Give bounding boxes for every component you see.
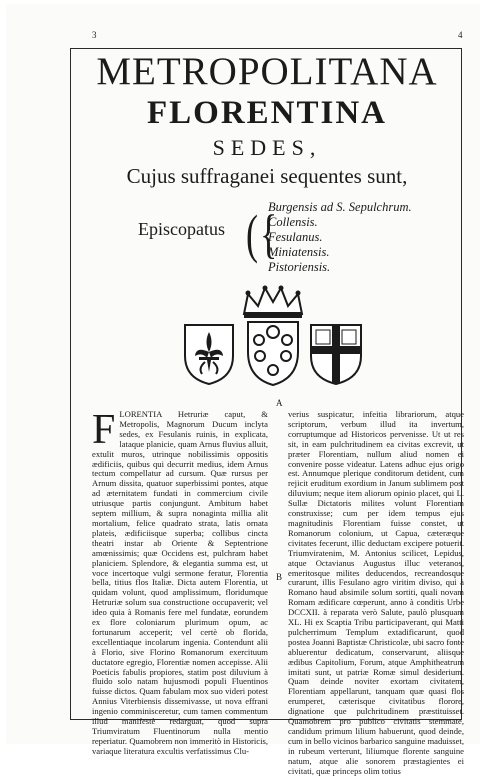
cross-shield-icon — [308, 322, 364, 386]
left-brace: ( — [246, 204, 258, 264]
text-column-left — [92, 407, 268, 756]
margin-letter-b: B — [276, 572, 283, 582]
see-item: Collensis. — [268, 215, 318, 229]
title-line-2: FLORENTINA — [146, 95, 388, 131]
medici-crowned-shield-icon — [238, 284, 308, 388]
see-item: Fesulanus. — [268, 230, 323, 244]
see-item: Pistoriensis. — [268, 260, 331, 274]
subtitle: Cujus suffraganei sequentes sunt, — [126, 164, 408, 188]
book-page — [6, 4, 480, 776]
column-right-text: verius suspicatur, infeitia librariorum, atque scriptorum, verbum illud ita invertum, corruptumque ad Historicos pervenisse. Ut ut res sit, in eam pulchritudinem ea civitas excrevit, ut præter Florentiam, nullum aliud nomen ei convenire posse videatur. Latens adhuc ejus origo est. Annumque plerique conditorum detident, cum rejicit eruditum exordium in Janum sublimem post diluvium; neque item aliorum opinio placet, qui L. Sullæ Dictatoris milites volunt Florentiam construxisse; cum per idem tempus ejus magnitudinis Florentiam fuisse constet, ut Romanorum colonium, ut Capua, cæteræque civitates fecerunt, illic deductam excipere potuerit. Triumviratenim, M. Antonius scilicet, Lepidus, atque Octavianus Augustus illuc veteranos, emeritosque milites deducendos, recreandosque curarunt, illis Fesulano agro viritim diviso, qui à Romano haud absimile solum sortiti, quali novam Romam ædificare cœperunt, anno à conditis Urbe DCCXII. à reparata verò Salute, paulò plusquam XL. Hi ex Scaptia Tribu participaverant, qui Matti pulcherrimum Templum extadificarunt, quod postea Joanni Baptistæ Christicolæ, ubi sacro fonte abluerentur dedicatum, conservarunt, aliisque ædibus Capitolium, Forum, atque Amphitheatrum imitati sunt, ut patriæ Romæ simul desiderium. Quam deinde noviter exortam civitatem, Florentiam appellarunt, tanquam quæ quasi flos erumperet, cæterisque civitatibus florore, dignatione que pulchritudinem præstituisset. Quamobrem pro publico civitatis stemmate, candidum primum lilium habuerunt, quod deinde, cum in bello vicinos barbarico sanguine maduisset, in rubeum verterunt, liliumque florente sanguine natum, atque alie sonorem præstagientes ei civitati, quæ princeps olim totius — [288, 409, 464, 776]
suffragan-sees-list — [268, 200, 412, 275]
episcopatus-label: Episcopatus — [138, 219, 225, 239]
title-line-3: SEDES, — [212, 135, 322, 160]
column-left-text: LORENTIA Hetruriæ caput, & Metropolis, Magnorum Ducum inclyta sedes, ex Fesulanis ruinis, in explicata, lataque planicie, quam Arnus fluvius alluit, extulit muros, utrinque nobilissimis oppositis ædificiis, quibus qui decurrit medius, idem Arnus tectum compellatur ad cursum. Quæ rursus per Arnum dissita, quatuor superbissimi pontes, atque ad æternitatem fundati in commercium civile utriusque partis conjungunt. Ambitum habet septem millium, & supra nonaginta millia alit mortalium, felice quadrato strata, latis ornata plateis, ædificiisque superba; collibus cincta theatri instar ab Oriente & Septentrione amœnissimis; quæ Occidens est, pulchram habet planiciem. Splendore, & elegantia summa est, ut voce incertoque vulgi sermone feratur, Florentia bella, titius flos Italiæ. Dicta autem Florentia, ut quidam volunt, quod amplissimum, floridumque Hetruriæ solum sua constructione occupaverit; vel ideo quia à Romanis fere mel fundatæ, eorundem ex flore coloniarum plurimum opum, ac fortunarum acceperit; vel certè ob florida, excellentiaque incolarum ingenia. Contendunt alii à Florio, sive Florino Romanorum exercituum ductatore egregio, Florentiæ nomen accepisse. Alii Poeticis fabulis propiores, statim post diluvium à fluido solo natam hujusmodi populi Fluentinos fuisse dictos. Quam fabulam mox suo videri potest Annius Viterbiensis dissemivasse, ut nova effrani ingenio comminisceretur, cum tamen commentum illud manifestè redarguat, quod supra Triumviratum Fluentinorum nulla mentio reperiatur. Quamobrem non immeritò in Historicis, variaque literatura excultis verfatissimus Clu- — [92, 409, 268, 756]
drop-cap: F — [92, 407, 116, 453]
text-column-right — [288, 409, 464, 776]
fleur-de-lis-shield-icon — [182, 322, 236, 386]
title-line-1: METROPOLITANA — [96, 50, 438, 93]
right-page-number: 4 — [458, 30, 463, 40]
see-item: Miniatensis. — [268, 245, 330, 259]
margin-letter-a: A — [276, 398, 283, 408]
right-brace: { — [260, 204, 278, 264]
see-item: Burgensis ad S. Sepulchrum. — [268, 200, 412, 214]
left-page-number: 3 — [92, 30, 97, 40]
